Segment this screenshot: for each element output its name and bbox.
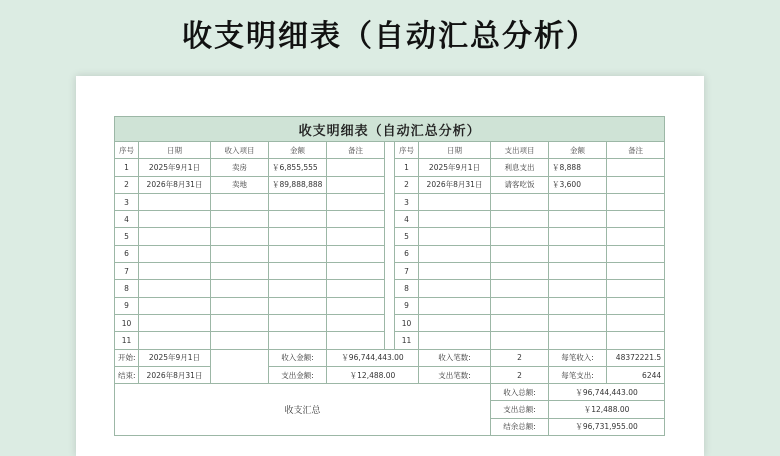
expense-item-cell[interactable] <box>491 332 549 349</box>
balance-value[interactable]: ￥96,731,955.00 <box>549 418 665 435</box>
income-note-cell[interactable] <box>327 176 385 193</box>
income-no-cell[interactable]: 5 <box>115 228 139 245</box>
table-row <box>115 280 665 297</box>
sheet-title: 收支明细表（自动汇总分析） <box>115 117 665 142</box>
income-amount-value[interactable]: ￥96,744,443.00 <box>327 349 419 366</box>
income-item-cell[interactable] <box>211 332 269 349</box>
spreadsheet-sheet <box>76 76 704 456</box>
expense-date-cell[interactable]: 2025年9月1日 <box>419 159 491 176</box>
expense-amount-cell[interactable] <box>549 280 607 297</box>
header-row <box>115 142 665 159</box>
expense-item-cell[interactable] <box>491 297 549 314</box>
summary-blank-cell[interactable] <box>211 349 269 384</box>
income-note-cell[interactable] <box>327 211 385 228</box>
separator-cell <box>385 280 395 297</box>
per-income-value[interactable]: 48372221.5 <box>607 349 665 366</box>
table-row <box>115 176 665 193</box>
separator-cell <box>385 228 395 245</box>
expense-no-cell[interactable]: 6 <box>395 245 419 262</box>
income-header-date[interactable]: 日期 <box>139 142 211 159</box>
table-row <box>115 228 665 245</box>
total-income-value[interactable]: ￥96,744,443.00 <box>549 384 665 401</box>
expense-date-cell[interactable] <box>419 228 491 245</box>
total-expense-label[interactable]: 支出总额: <box>491 401 549 418</box>
income-date-cell[interactable] <box>139 263 211 280</box>
income-no-cell[interactable]: 3 <box>115 193 139 210</box>
income-no-cell[interactable]: 10 <box>115 314 139 331</box>
expense-date-cell[interactable] <box>419 193 491 210</box>
income-date-cell[interactable] <box>139 332 211 349</box>
table-row <box>115 211 665 228</box>
income-amount-cell[interactable] <box>269 193 327 210</box>
expense-header-note[interactable]: 备注 <box>607 142 665 159</box>
expense-no-cell[interactable]: 10 <box>395 314 419 331</box>
expense-amount-cell[interactable] <box>549 263 607 280</box>
income-count-label[interactable]: 收入笔数: <box>419 349 491 366</box>
income-header-item[interactable]: 收入项目 <box>211 142 269 159</box>
table-row <box>115 159 665 176</box>
expense-date-cell[interactable] <box>419 280 491 297</box>
expense-date-cell[interactable]: 2026年8月31日 <box>419 176 491 193</box>
balance-label[interactable]: 结余总额: <box>491 418 549 435</box>
income-no-cell[interactable]: 6 <box>115 245 139 262</box>
expense-note-cell[interactable] <box>607 193 665 210</box>
expense-amount-cell[interactable] <box>549 245 607 262</box>
income-item-cell[interactable] <box>211 314 269 331</box>
income-date-cell[interactable] <box>139 280 211 297</box>
separator-cell <box>385 159 395 176</box>
income-note-cell[interactable] <box>327 314 385 331</box>
table-row <box>115 297 665 314</box>
expense-amount-cell[interactable]: ￥3,600 <box>549 176 607 193</box>
start-value[interactable]: 2025年9月1日 <box>139 349 211 366</box>
expense-note-cell[interactable] <box>607 314 665 331</box>
income-item-cell[interactable] <box>211 263 269 280</box>
separator-cell <box>385 176 395 193</box>
expense-item-cell[interactable]: 利息支出 <box>491 159 549 176</box>
income-note-cell[interactable] <box>327 297 385 314</box>
expense-item-cell[interactable] <box>491 211 549 228</box>
income-header-no[interactable]: 序号 <box>115 142 139 159</box>
expense-item-cell[interactable] <box>491 280 549 297</box>
income-header-note[interactable]: 备注 <box>327 142 385 159</box>
income-item-cell[interactable] <box>211 280 269 297</box>
table-row <box>115 193 665 210</box>
income-item-cell[interactable]: 卖房 <box>211 159 269 176</box>
income-amount-cell[interactable] <box>269 314 327 331</box>
expense-amount-cell[interactable] <box>549 297 607 314</box>
separator-cell <box>385 297 395 314</box>
income-date-cell[interactable]: 2026年8月31日 <box>139 176 211 193</box>
table-row <box>115 245 665 262</box>
income-amount-cell[interactable]: ￥89,888,888 <box>269 176 327 193</box>
end-value[interactable]: 2026年8月31日 <box>139 366 211 383</box>
income-item-cell[interactable] <box>211 193 269 210</box>
expense-amount-cell[interactable]: ￥8,888 <box>549 159 607 176</box>
income-amount-cell[interactable] <box>269 228 327 245</box>
expense-amount-cell[interactable] <box>549 211 607 228</box>
income-note-cell[interactable] <box>327 228 385 245</box>
expense-item-cell[interactable] <box>491 263 549 280</box>
end-label[interactable]: 结束: <box>115 366 139 383</box>
expense-amount-value[interactable]: ￥12,488.00 <box>327 366 419 383</box>
expense-no-cell[interactable]: 2 <box>395 176 419 193</box>
expense-no-cell[interactable]: 11 <box>395 332 419 349</box>
income-note-cell[interactable] <box>327 263 385 280</box>
income-item-cell[interactable] <box>211 245 269 262</box>
income-amount-cell[interactable] <box>269 245 327 262</box>
separator-cell <box>385 263 395 280</box>
separator-cell <box>385 142 395 159</box>
table-row <box>115 263 665 280</box>
income-note-cell[interactable] <box>327 245 385 262</box>
income-amount-cell[interactable]: ￥6,855,555 <box>269 159 327 176</box>
income-amount-cell[interactable] <box>269 263 327 280</box>
income-no-cell[interactable]: 9 <box>115 297 139 314</box>
income-header-amount[interactable]: 金额 <box>269 142 327 159</box>
expense-header-item[interactable]: 支出项目 <box>491 142 549 159</box>
income-no-cell[interactable]: 2 <box>115 176 139 193</box>
separator-cell <box>385 245 395 262</box>
separator-cell <box>385 332 395 349</box>
income-item-cell[interactable] <box>211 211 269 228</box>
expense-amount-cell[interactable] <box>549 193 607 210</box>
total-expense-value[interactable]: ￥12,488.00 <box>549 401 665 418</box>
start-label[interactable]: 开始: <box>115 349 139 366</box>
income-no-cell[interactable]: 7 <box>115 263 139 280</box>
income-note-cell[interactable] <box>327 332 385 349</box>
income-no-cell[interactable]: 1 <box>115 159 139 176</box>
expense-note-cell[interactable] <box>607 211 665 228</box>
income-date-cell[interactable] <box>139 297 211 314</box>
expense-no-cell[interactable]: 1 <box>395 159 419 176</box>
separator-cell <box>385 314 395 331</box>
expense-note-cell[interactable] <box>607 159 665 176</box>
expense-note-cell[interactable] <box>607 280 665 297</box>
expense-no-cell[interactable]: 8 <box>395 280 419 297</box>
income-note-cell[interactable] <box>327 159 385 176</box>
income-date-cell[interactable] <box>139 314 211 331</box>
expense-no-cell[interactable]: 5 <box>395 228 419 245</box>
income-date-cell[interactable]: 2025年9月1日 <box>139 159 211 176</box>
summary-total-income-row <box>115 384 665 401</box>
expense-item-cell[interactable]: 请客吃饭 <box>491 176 549 193</box>
expense-date-cell[interactable] <box>419 332 491 349</box>
expense-amount-label[interactable]: 支出金额: <box>269 366 327 383</box>
banner-title: 收支明细表（自动汇总分析） <box>182 19 598 54</box>
expense-date-cell[interactable] <box>419 314 491 331</box>
expense-header-amount[interactable]: 金额 <box>549 142 607 159</box>
per-expense-label[interactable]: 每笔支出: <box>549 366 607 383</box>
table-row <box>115 332 665 349</box>
income-count-value[interactable]: 2 <box>491 349 549 366</box>
expense-note-cell[interactable] <box>607 176 665 193</box>
income-amount-cell[interactable] <box>269 332 327 349</box>
income-no-cell[interactable]: 8 <box>115 280 139 297</box>
income-amount-cell[interactable] <box>269 211 327 228</box>
summary-label[interactable]: 收支汇总 <box>115 384 491 436</box>
table-row <box>115 314 665 331</box>
expense-count-label[interactable]: 支出笔数: <box>419 366 491 383</box>
expense-item-cell[interactable] <box>491 228 549 245</box>
expense-amount-cell[interactable] <box>549 314 607 331</box>
income-date-cell[interactable] <box>139 211 211 228</box>
expense-no-cell[interactable]: 7 <box>395 263 419 280</box>
expense-count-value[interactable]: 2 <box>491 366 549 383</box>
expense-date-cell[interactable] <box>419 211 491 228</box>
income-amount-label[interactable]: 收入金额: <box>269 349 327 366</box>
expense-note-cell[interactable] <box>607 245 665 262</box>
per-expense-value[interactable]: 6244 <box>607 366 665 383</box>
summary-row-start <box>115 349 665 366</box>
expense-item-cell[interactable] <box>491 193 549 210</box>
income-amount-cell[interactable] <box>269 297 327 314</box>
income-item-cell[interactable] <box>211 228 269 245</box>
separator-cell <box>385 211 395 228</box>
income-item-cell[interactable]: 卖地 <box>211 176 269 193</box>
expense-date-cell[interactable] <box>419 263 491 280</box>
expense-amount-cell[interactable] <box>549 332 607 349</box>
income-note-cell[interactable] <box>327 193 385 210</box>
income-amount-cell[interactable] <box>269 280 327 297</box>
income-no-cell[interactable]: 4 <box>115 211 139 228</box>
expense-no-cell[interactable]: 3 <box>395 193 419 210</box>
title-row <box>115 117 665 142</box>
expense-header-date[interactable]: 日期 <box>419 142 491 159</box>
income-note-cell[interactable] <box>327 280 385 297</box>
expense-header-no[interactable]: 序号 <box>395 142 419 159</box>
expense-no-cell[interactable]: 4 <box>395 211 419 228</box>
expense-note-cell[interactable] <box>607 228 665 245</box>
summary-row-end <box>115 366 665 383</box>
income-item-cell[interactable] <box>211 297 269 314</box>
ledger-table <box>114 116 665 436</box>
expense-date-cell[interactable] <box>419 297 491 314</box>
per-income-label[interactable]: 每笔收入: <box>549 349 607 366</box>
separator-cell <box>385 193 395 210</box>
expense-item-cell[interactable] <box>491 245 549 262</box>
income-date-cell[interactable] <box>139 245 211 262</box>
expense-note-cell[interactable] <box>607 297 665 314</box>
expense-item-cell[interactable] <box>491 314 549 331</box>
income-date-cell[interactable] <box>139 193 211 210</box>
income-date-cell[interactable] <box>139 228 211 245</box>
expense-note-cell[interactable] <box>607 263 665 280</box>
total-income-label[interactable]: 收入总额: <box>491 384 549 401</box>
expense-date-cell[interactable] <box>419 245 491 262</box>
income-no-cell[interactable]: 11 <box>115 332 139 349</box>
expense-note-cell[interactable] <box>607 332 665 349</box>
expense-amount-cell[interactable] <box>549 228 607 245</box>
expense-no-cell[interactable]: 9 <box>395 297 419 314</box>
